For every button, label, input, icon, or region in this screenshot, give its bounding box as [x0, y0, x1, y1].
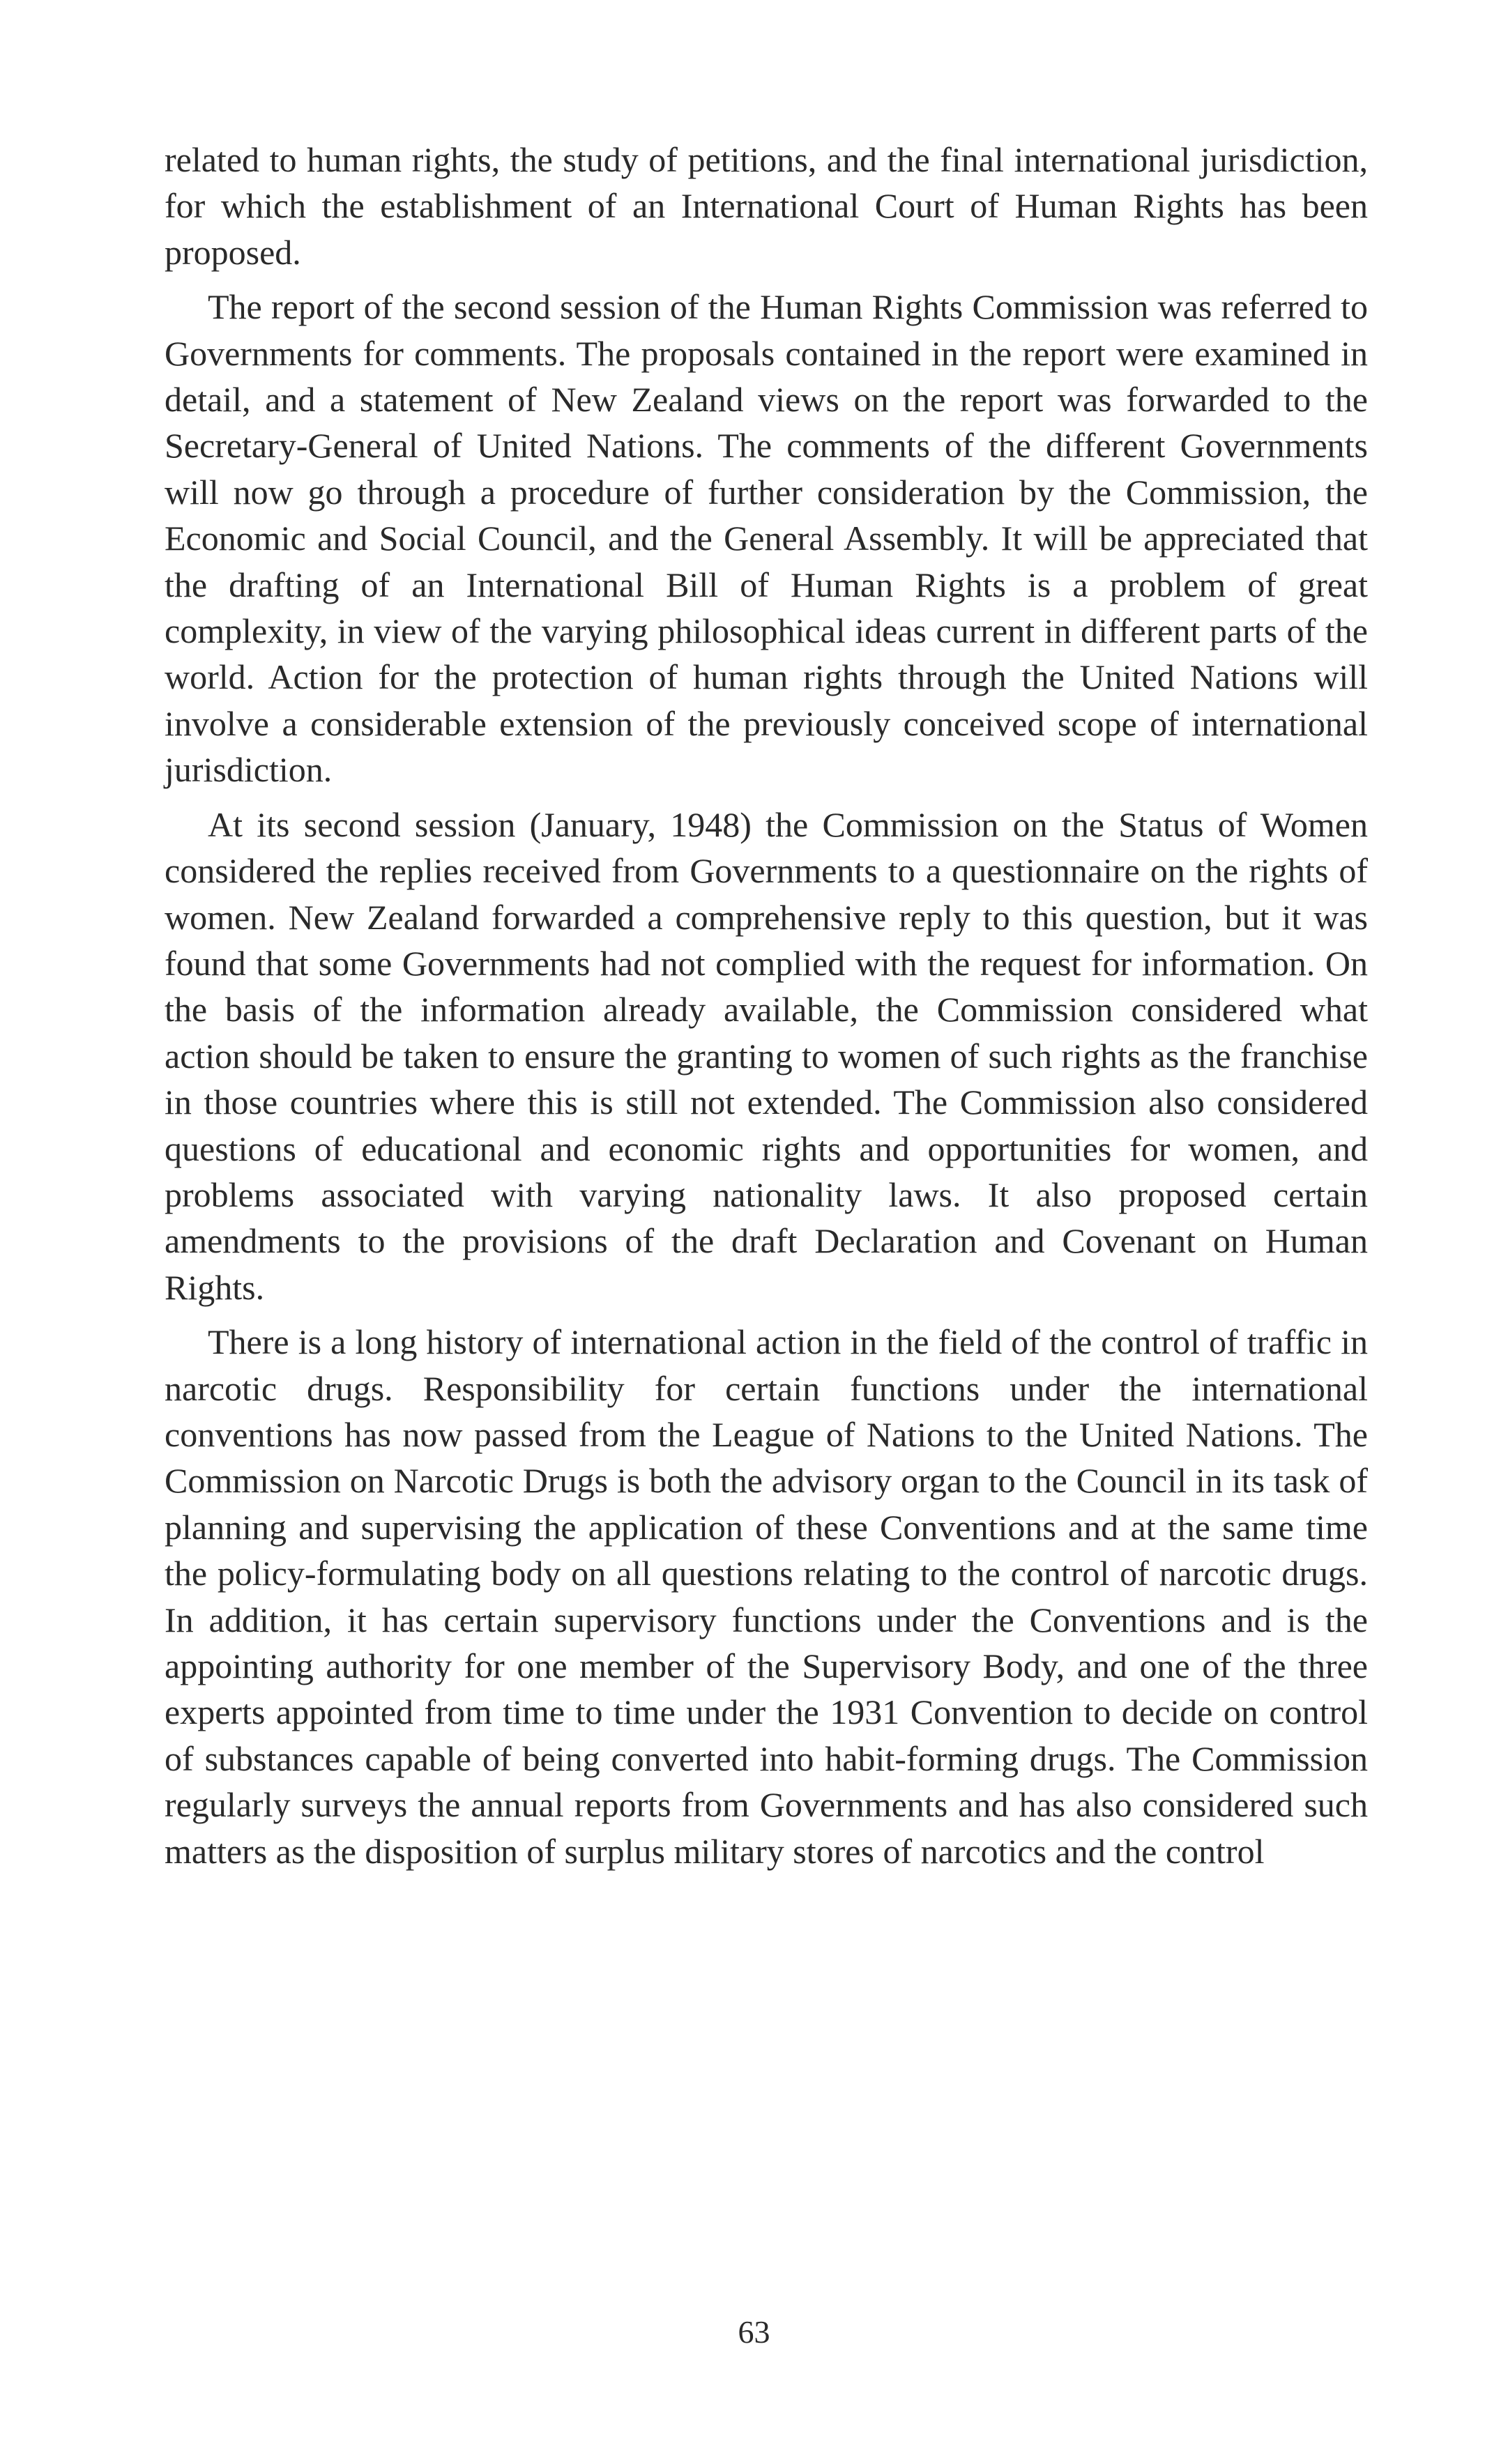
- paragraph-2: The report of the second session of the Human Rights Commission was referred to Governments for comments. The proposals contained in the report were examined in detail, and a statement of New Zealand views on the report was forwarded to the Secretary-General of United Nations. The comments of the different Governments will now go through a procedure of further consideration by the Commission, the Economic and Social Council, and the General Assembly. It will be appreciated that the drafting of an International Bill of Human Rights is a problem of great complexity, in view of the varying philosophical ideas current in different parts of the world. Action for the protection of human rights through the United Nations will involve a considerable extension of the previously conceived scope of international jurisdiction.: [165, 287, 1368, 790]
- page-number: 63: [738, 2314, 770, 2350]
- paragraph-3: At its second session (January, 1948) the Commission on the Status of Women considered the replies received from Governments to a questionnaire on the rights of women. New Zealand forwarded a comprehensive reply to this question, but it was found that some Governments had not complied with the request for information. On the basis of the information already available, the Commission considered what action should be taken to ensure the granting to women of such rights as the franchise in those countries where this is still not extended. The Commission also considered questions of educational and economic rights and opportunities for women, and problems associated with varying nationality laws. It also proposed certain amendments to the provisions of the draft Declaration and Covenant on Human Rights.: [165, 804, 1368, 1307]
- page-body: [165, 137, 1368, 1874]
- paragraph-1: related to human rights, the study of petitions, and the final international jurisdiction, for which the establishment of an International Court of Human Rights has been proposed.: [165, 140, 1368, 272]
- paragraph-4: There is a long history of international action in the field of the control of traffic in narcotic drugs. Responsibility for certain functions under the international conventions has now passed from the League of Nations to the United Nations. The Commission on Narcotic Drugs is both the advisory organ to the Council in its task of planning and supervising the application of these Conventions and at the same time the policy-formulating body on all questions relating to the control of narcotic drugs. In addition, it has certain supervisory functions under the Conventions and is the appointing authority for one member of the Supervisory Body, and one of the three experts appointed from time to time under the 1931 Convention to decide on control of substances capable of being converted into habit-forming drugs. The Commission regularly surveys the annual reports from Governments and has also considered such matters as the disposition of surplus military stores of narcotics and the control: [165, 1322, 1368, 1871]
